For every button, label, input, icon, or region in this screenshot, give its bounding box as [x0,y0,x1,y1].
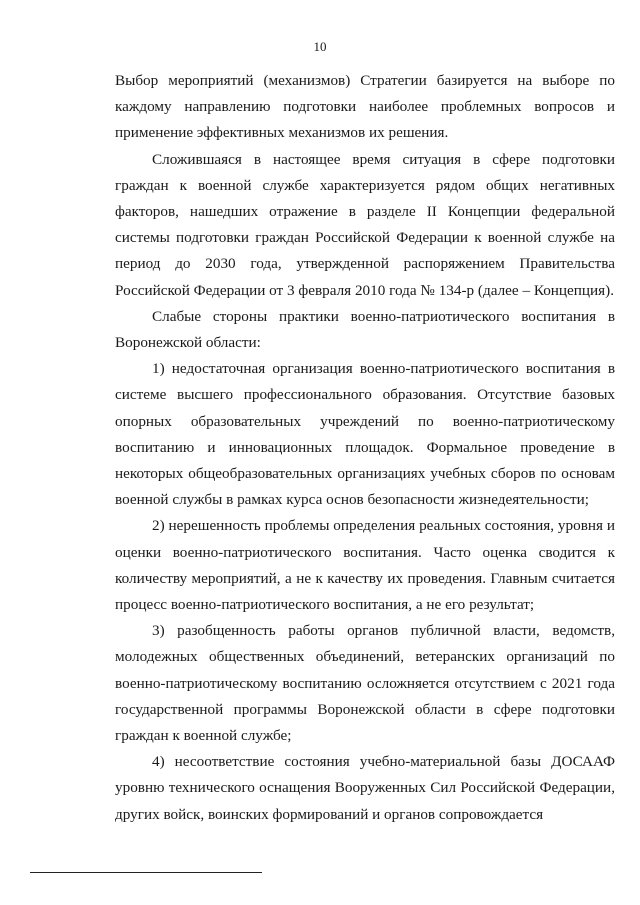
list-item-weakness-1: 1) недостаточная организация военно-патриотического воспитания в системе высшего профессионального образования. Отсутствие базовых опорных образовательных учреждений по военно-патриотическому воспитанию и инновационных площадок. Формальное проведение в некоторых общеобразовательных организациях учебных сборов по основам военной службы в рамках курса основ безопасности жизнедеятельности; [115,360,615,509]
document-body [115,68,615,828]
paragraph-current-situation: Сложившаяся в настоящее время ситуация в сфере подготовки граждан к военной службе характеризуется рядом общих негативных факторов, нашедших отражение в разделе II Концепции федеральной системы подготовки граждан Российской Федерации к военной службе на период до 2030 года, утвержденной распоряжением Правительства Российской Федерации от 3 февраля 2010 года № 134-р (далее – Концепция). [115,150,615,299]
list-item-weakness-3: 3) разобщенность работы органов публичной власти, ведомств, молодежных общественных объединений, ветеранских организаций по военно-патриотическому воспитанию осложняется отсутствием с 2021 года государственной программы Воронежской области в сфере подготовки граждан к военной службе; [115,622,615,745]
page-number: 10 [313,39,327,54]
paragraph-weaknesses-intro: Слабые стороны практики военно-патриотического воспитания в Воронежской области: [115,307,615,352]
paragraph-strategy-choice: Выбор мероприятий (механизмов) Стратегии базируется на выборе по каждому направлению подготовки наиболее проблемных вопросов и применение эффективных механизмов их решения. [115,72,615,142]
footer-divider [30,872,262,873]
list-item-weakness-4: 4) несоответствие состояния учебно-материальной базы ДОСААФ уровню технического оснащения Вооруженных Сил Российской Федерации, других войск, воинских формирований и органов сопровождается [115,753,615,823]
list-item-weakness-2: 2) нерешенность проблемы определения реальных состояния, уровня и оценки военно-патриотического воспитания. Часто оценка сводится к количеству мероприятий, а не к качеству их проведения. Главным считается процесс военно-патриотического воспитания, а не его результат; [115,517,615,614]
